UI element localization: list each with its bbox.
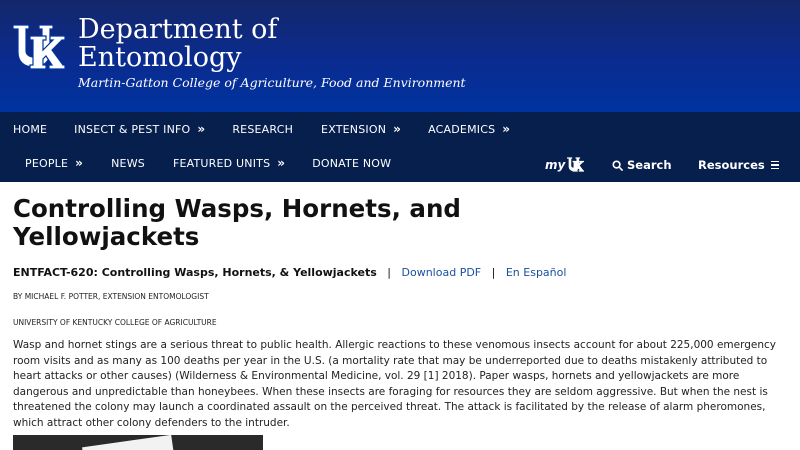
resources-button-label: Resources bbox=[698, 158, 765, 172]
nav-people-label: PEOPLE bbox=[25, 156, 69, 170]
site-banner bbox=[0, 0, 800, 112]
nav-row-secondary bbox=[0, 146, 391, 180]
download-pdf-link[interactable]: Download PDF bbox=[401, 266, 482, 279]
entfact-label: ENTFACT-620: Controlling Wasps, Hornets, & Yellowjackets bbox=[13, 266, 377, 279]
espanol-link[interactable]: En Español bbox=[505, 266, 567, 279]
nav-research-label: RESEARCH bbox=[232, 122, 294, 136]
uk-mini-logo-icon bbox=[566, 157, 585, 172]
nav-row-primary bbox=[0, 112, 510, 146]
department-title[interactable] bbox=[78, 16, 277, 72]
nav-research[interactable] bbox=[232, 123, 293, 136]
nav-news-label: NEWS bbox=[111, 156, 145, 170]
double-chevron-right-icon: » bbox=[277, 156, 286, 170]
page-title: Controlling Wasps, Hornets, and Yellowjackets bbox=[13, 194, 461, 251]
department-title-line1: Department of bbox=[78, 14, 278, 45]
search-button-label: Search bbox=[627, 158, 672, 172]
nav-academics-label: ACADEMICS bbox=[428, 122, 496, 136]
article-paragraph: Wasp and hornet stings are a serious threat to public health. Allergic reactions to these venomous insects account for about 225,000 emergency room visits and as many as 100 deaths per year in the U.S. (a mortality rate that may be underreported due to deaths mistakenly attributed to heart attacks or other causes) (Wilderness & Environmental Medicine, vol. 29 [1] 2018). Paper wasps, hornets and yellowjackets are more dangerous and unpredictable than honeybees. When these insects are foraging for resources they are seldom aggressive. But when the nest is threatened the colony may launch a coordinated assault on the perceived threat. The attack is facilitated by the release of alarm pheromones, which attract other colony defenders to the intruder. bbox=[13, 339, 776, 429]
myuk-label: my bbox=[545, 157, 566, 172]
nav-home-label: HOME bbox=[13, 122, 48, 136]
nav-donate-now-label: DONATE NOW bbox=[312, 156, 392, 170]
separator: | bbox=[491, 266, 496, 279]
nav-news[interactable] bbox=[111, 157, 145, 170]
double-chevron-right-icon: » bbox=[393, 122, 402, 136]
college-subtitle[interactable]: Martin-Gatton College of Agriculture, Food and Environment bbox=[78, 75, 466, 90]
entfact-line bbox=[13, 266, 566, 279]
figure-paper-shape bbox=[82, 435, 174, 450]
nav-extension[interactable] bbox=[321, 122, 401, 136]
nav-donate-now[interactable] bbox=[312, 157, 391, 170]
nav-extension-label: EXTENSION bbox=[321, 122, 387, 136]
double-chevron-right-icon: » bbox=[502, 122, 511, 136]
main-navigation bbox=[0, 112, 800, 182]
author-affiliation: UNIVERSITY OF KENTUCKY COLLEGE OF AGRICULTURE bbox=[13, 318, 217, 327]
nav-featured-units[interactable] bbox=[173, 156, 285, 170]
separator: | bbox=[387, 266, 392, 279]
department-title-line2: Entomology bbox=[78, 42, 242, 73]
search-button[interactable] bbox=[612, 158, 672, 172]
article-figure-image bbox=[13, 435, 263, 450]
uk-logo-icon[interactable] bbox=[12, 24, 66, 70]
nav-academics[interactable] bbox=[428, 122, 510, 136]
search-icon bbox=[612, 160, 623, 171]
myuk-link[interactable] bbox=[545, 157, 585, 172]
nav-insect-pest-info[interactable] bbox=[74, 122, 205, 136]
resources-menu-button[interactable] bbox=[698, 158, 779, 172]
double-chevron-right-icon: » bbox=[197, 122, 206, 136]
nav-insect-pest-info-label: INSECT & PEST INFO bbox=[74, 122, 191, 136]
double-chevron-right-icon: » bbox=[75, 156, 84, 170]
author-byline: BY MICHAEL F. POTTER, EXTENSION ENTOMOLOGIST bbox=[13, 292, 209, 301]
nav-featured-units-label: FEATURED UNITS bbox=[172, 156, 271, 170]
nav-home[interactable] bbox=[13, 123, 47, 136]
hamburger-menu-icon bbox=[771, 161, 779, 170]
nav-people[interactable] bbox=[25, 156, 83, 170]
